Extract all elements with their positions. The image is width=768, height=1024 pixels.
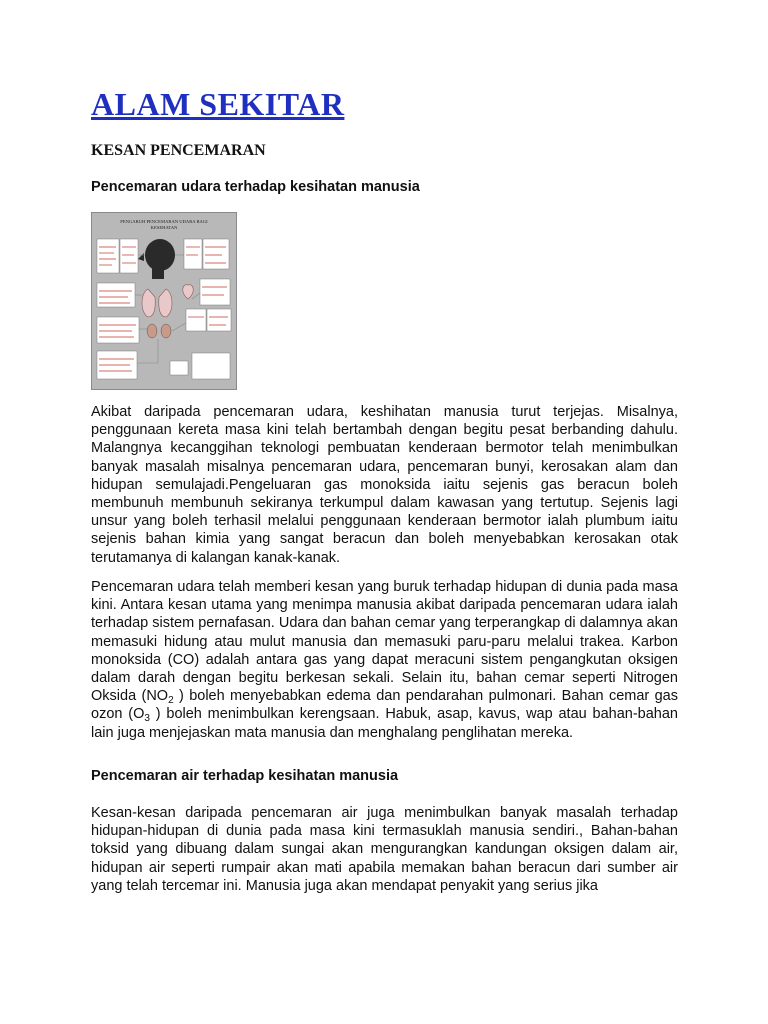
air-pollution-heading: Pencemaran udara terhadap kesihatan manusia [91,179,420,195]
water-pollution-heading: Pencemaran air terhadap kesihatan manusia [91,768,399,784]
paragraph-air-2-part-b: ) boleh menyebabkan edema dan pendarahan pulmonari. Bahan cemar gas ozon (O [91,688,678,723]
infographic-image [92,213,236,389]
section-subtitle: KESAN PENCEMARAN [91,142,266,159]
o3-subscript: 3 [144,713,150,725]
infographic-title-line1: PENGARUH PENCEMARAN UDARA BAGI [120,219,208,224]
no2-subscript: 2 [168,695,174,707]
paragraph-air-1: Akibat daripada pencemaran udara, keshihatan manusia turut terjejas. Misalnya, penggunaan kereta masa kini telah bertambah dengan begitu pesat berbanding dahulu. Malangnya kecanggihan teknologi pembuatan kenderaan bermotor telah menimbulkan banyak masalah misalnya pencemaran udara, pencemaran bunyi, kerosakan alam dan hidupan semulajadi.Pengeluaran gas monoksida iaitu sejenis gas beracun boleh membunuh membunuh sekiranya terkumpul dalam kawasan yang tertutup. Sejenis lagi unsur yang boleh terhasil melalui penggunaan kenderaan bermotor ialah plumbum iaitu sejenis bahan kimia yang sangat beracun dan boleh menyebabkan kerosakan otak terutamanya di kalangan kanak-kanak. [91,404,678,566]
paragraph-air-2-part-a: Pencemaran udara telah memberi kesan yang buruk terhadap hidupan di dunia pada masa kini. Antara kesan utama yang menimpa manusia akibat daripada pencemaran udara ialah terhadap sistem pernafasan. Udara dan bahan cemar yang terperangkap di dalamnya akan memasuki hidung atau mulut manusia dan memasuki paru-paru melalui trakea. Karbon monoksida (CO) adalah antara gas yang dapat meracuni sistem pengangkutan oksigen dalam darah dengan begitu berkesan sekali. Selain itu, bahan cemar seperti Nitrogen Oksida (NO [91,579,678,705]
page-title[interactable]: ALAM SEKITAR [91,86,345,122]
paragraph-air-2-part-c: ) boleh menimbulkan kerengsaan. Habuk, asap, kavus, wap atau bahan-bahan lain juga menjejaskan mata manusia dan menghalang penglihatan mereka. [91,706,678,741]
paragraph-air-2 [91,578,678,742]
infographic-title-line2: KESEHATAN [150,225,178,230]
health-effects-infographic [91,212,237,390]
paragraph-water-1: Kesan-kesan daripada pencemaran air juga menimbulkan banyak masalah terhadap hidupan-hidupan di dunia pada masa kini termasuklah manusia sendiri., Bahan-bahan toksid yang dibuang dalam sungai akan mengurangkan kandungan oksigen dalam air, hidupan air seperti rumpair akan mati apabila memakan bahan beracun dari sumber air yang telah tercemar ini. Manusia juga akan mendapat penyakit yang serius jika [91,805,678,894]
